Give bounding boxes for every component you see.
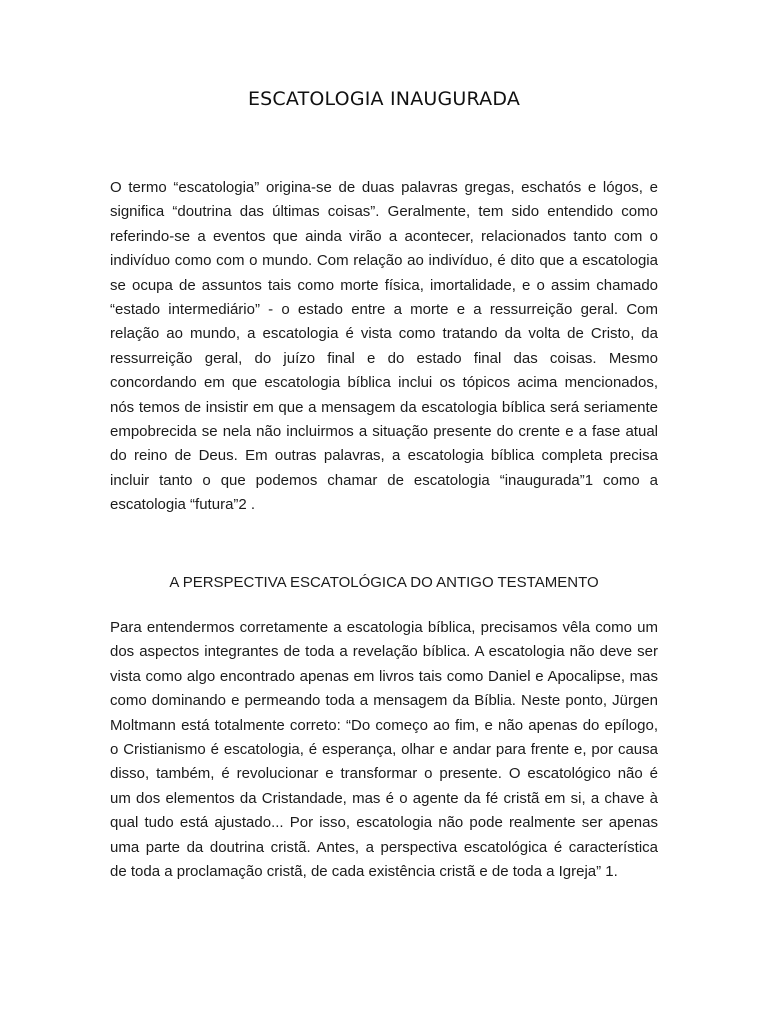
paragraph-line: nós temos de insistir em que a mensagem da escatologia bíblica será seriamente — [110, 398, 658, 416]
paragraph-line: indivíduo como com o mundo. Com relação ao indivíduo, é dito que a escatologia — [110, 252, 658, 270]
paragraph-line: concordando em que escatologia bíblica inclui os tópicos acima mencionados, — [110, 374, 658, 392]
paragraph-line: do reino de Deus. Em outras palavras, a escatologia bíblica completa precisa — [110, 447, 658, 465]
document-title: ESCATOLOGIA INAUGURADA — [247, 88, 521, 110]
paragraph-line: Moltmann está totalmente correto: “Do começo ao fim, e não apenas do epílogo, — [110, 716, 658, 734]
paragraph-perspective — [110, 616, 658, 884]
paragraph-line: empobrecida se nela não incluirmos a situação presente do crente e a fase atual — [110, 422, 658, 440]
paragraph-line: incluir tanto o que podemos chamar de escatologia “inaugurada”1 como a — [110, 471, 658, 489]
paragraph-line: um dos elementos da Cristandade, mas é o agente da fé cristã em si, a chave à — [110, 789, 658, 807]
paragraph-line: “estado intermediário” - o estado entre a morte e a ressurreição geral. Com — [110, 300, 658, 318]
paragraph-line: de toda a proclamação cristã, de cada existência cristã e de toda a Igreja” 1. — [110, 862, 618, 880]
section-heading: A PERSPECTIVA ESCATOLÓGICA DO ANTIGO TESTAMENTO — [169, 574, 599, 591]
paragraph-line: Para entendermos corretamente a escatologia bíblica, precisamos vêla como um — [110, 619, 658, 636]
paragraph-intro — [110, 176, 658, 517]
paragraph-line: relação ao mundo, a escatologia é vista como tratando da volta de Cristo, da — [110, 325, 658, 343]
paragraph-line: o Cristianismo é escatologia, é esperança, olhar e andar para frente e, por causa — [110, 740, 658, 758]
paragraph-line: O termo “escatologia” origina-se de duas palavras gregas, eschatós e lógos, e — [110, 179, 658, 196]
paragraph-line: dos aspectos integrantes de toda a revelação bíblica. A escatologia não deve ser — [110, 643, 658, 661]
paragraph-line: referindo-se a eventos que ainda virão a acontecer, relacionados tanto com o — [110, 227, 658, 245]
paragraph-line: qual tudo está ajustado... Por isso, escatologia não pode realmente ser apenas — [110, 814, 658, 832]
paragraph-line: significa “doutrina das últimas coisas”. Geralmente, tem sido entendido como — [110, 203, 658, 221]
paragraph-line: como dominando e permeando toda a mensagem da Bíblia. Neste ponto, Jürgen — [110, 692, 658, 710]
paragraph-line: disso, também, é revolucionar e transformar o presente. O escatológico não é — [110, 765, 658, 783]
paragraph-line: ressurreição geral, do juízo final e do estado final das coisas. Mesmo — [110, 349, 658, 367]
paragraph-line: vista como algo encontrado apenas em livros tais como Daniel e Apocalipse, mas — [110, 667, 658, 685]
paragraph-line: se ocupa de assuntos tais como morte física, imortalidade, e o assim chamado — [110, 276, 658, 294]
paragraph-line: uma parte da doutrina cristã. Antes, a perspectiva escatológica é característica — [110, 838, 658, 856]
paragraph-line: escatologia “futura”2 . — [110, 496, 256, 514]
